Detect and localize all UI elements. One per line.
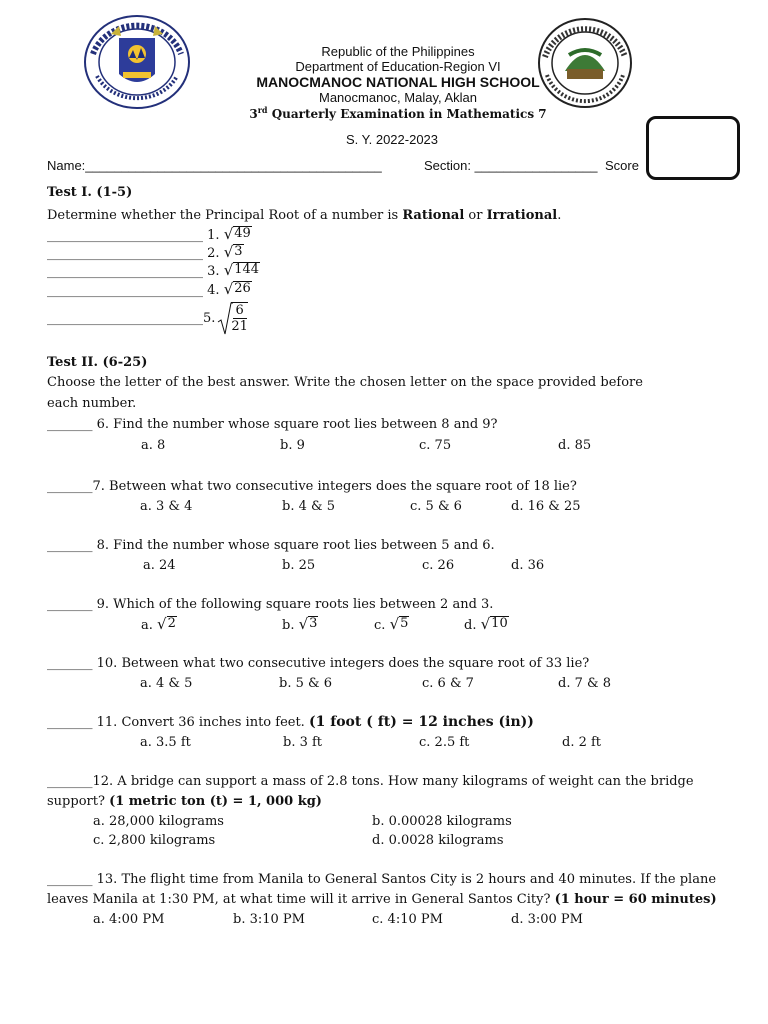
score-box[interactable] <box>646 116 740 180</box>
q11-option-c[interactable]: c. 2.5 ft <box>419 735 470 750</box>
question-11[interactable]: _______ 11. Convert 36 inches into feet. (1 foot ( ft) = 12 inches (in)) <box>47 714 534 730</box>
question-8[interactable]: _______ 8. Find the number whose square root lies between 5 and 6. <box>47 538 495 553</box>
q6-option-a[interactable]: a. 8 <box>141 438 166 453</box>
header-deped: Department of Education-Region VI <box>295 59 501 74</box>
question-12[interactable]: _______12. A bridge can support a mass of 2.8 tons. How many kilograms of weight can the bridge <box>47 774 694 789</box>
test1-item-3[interactable]: ________________________ 3. √ 144 <box>47 261 260 279</box>
q13-option-d[interactable]: d. 3:00 PM <box>511 912 583 927</box>
q7-option-b[interactable]: b. 4 & 5 <box>282 499 335 514</box>
q10-option-c[interactable]: c. 6 & 7 <box>422 676 474 691</box>
test1-title: Test I. (1-5) <box>47 185 133 200</box>
q6-option-c[interactable]: c. 75 <box>419 438 452 453</box>
q7-option-a[interactable]: a. 3 & 4 <box>140 499 193 514</box>
section-field[interactable]: Section: _________________ <box>424 158 598 173</box>
q13-option-c[interactable]: c. 4:10 PM <box>372 912 443 927</box>
question-13[interactable]: _______ 13. The flight time from Manila to General Santos City is 2 hours and 40 minutes. If the plane <box>47 872 717 887</box>
q9-option-d[interactable]: d. √ 10 <box>464 615 508 633</box>
q12-option-c[interactable]: c. 2,800 kilograms <box>93 833 216 848</box>
test1-instructions: Determine whether the Principal Root of a number is Rational or Irrational. <box>47 208 562 223</box>
header-republic: Republic of the Philippines <box>321 44 475 59</box>
q8-option-c[interactable]: c. 26 <box>422 558 455 573</box>
test1-item-4[interactable]: ________________________ 4. √ 26 <box>47 280 251 298</box>
q6-option-b[interactable]: b. 9 <box>280 438 305 453</box>
question-7[interactable]: _______7. Between what two consecutive integers does the square root of 18 lie? <box>47 479 577 494</box>
q11-option-a[interactable]: a. 3.5 ft <box>140 735 191 750</box>
q10-option-a[interactable]: a. 4 & 5 <box>140 676 193 691</box>
q10-option-d[interactable]: d. 7 & 8 <box>558 676 611 691</box>
q12-option-b[interactable]: b. 0.00028 kilograms <box>372 814 512 829</box>
q13-option-a[interactable]: a. 4:00 PM <box>93 912 165 927</box>
q6-option-d[interactable]: d. 85 <box>558 438 592 453</box>
q8-option-b[interactable]: b. 25 <box>282 558 316 573</box>
q9-option-a[interactable]: a. √ 2 <box>141 615 176 633</box>
question-10[interactable]: _______ 10. Between what two consecutive integers does the square root of 33 lie? <box>47 656 590 671</box>
test1-item-5[interactable]: ________________________ 5. $\frac{6}{21}$ <box>47 303 248 334</box>
exam-title: 3rd Quarterly Examination in Mathematics 7 <box>249 105 547 121</box>
question-13-cont: leaves Manila at 1:30 PM, at what time will it arrive in General Santos City? (1 hour = 60 minutes) <box>47 892 717 907</box>
q11-option-b[interactable]: b. 3 ft <box>283 735 323 750</box>
test1-item-1[interactable]: ________________________ 1. √ 49 <box>47 225 251 243</box>
score-label: Score <box>605 158 639 173</box>
q13-option-b[interactable]: b. 3:10 PM <box>233 912 305 927</box>
q9-option-c[interactable]: c. √ 5 <box>374 615 409 633</box>
q12-option-a[interactable]: a. 28,000 kilograms <box>93 814 224 829</box>
test1-item-2[interactable]: ________________________ 2. √ 3 <box>47 243 243 261</box>
question-12-cont: support? (1 metric ton (t) = 1, 000 kg) <box>47 794 322 809</box>
q8-option-a[interactable]: a. 24 <box>143 558 176 573</box>
q9-option-b[interactable]: b. √ 3 <box>282 615 318 633</box>
q7-option-d[interactable]: d. 16 & 25 <box>511 499 581 514</box>
school-year: S. Y. 2022-2023 <box>345 132 439 147</box>
test2-title: Test II. (6-25) <box>47 355 148 370</box>
q7-option-c[interactable]: c. 5 & 6 <box>410 499 462 514</box>
name-field[interactable]: Name:_________________________________________ <box>47 158 382 173</box>
header-school: MANOCMANOC NATIONAL HIGH SCHOOL <box>256 74 540 90</box>
question-6[interactable]: _______ 6. Find the number whose square root lies between 8 and 9? <box>47 417 498 432</box>
q12-option-d[interactable]: d. 0.0028 kilograms <box>372 833 504 848</box>
q8-option-d[interactable]: d. 36 <box>511 558 545 573</box>
header-address: Manocmanoc, Malay, Aklan <box>319 90 477 105</box>
question-9[interactable]: _______ 9. Which of the following square roots lies between 2 and 3. <box>47 597 494 612</box>
test2-instructions-1: Choose the letter of the best answer. Write the chosen letter on the space provided before <box>47 375 643 390</box>
test2-instructions-2: each number. <box>47 396 137 411</box>
q11-option-d[interactable]: d. 2 ft <box>562 735 602 750</box>
q10-option-b[interactable]: b. 5 & 6 <box>279 676 332 691</box>
